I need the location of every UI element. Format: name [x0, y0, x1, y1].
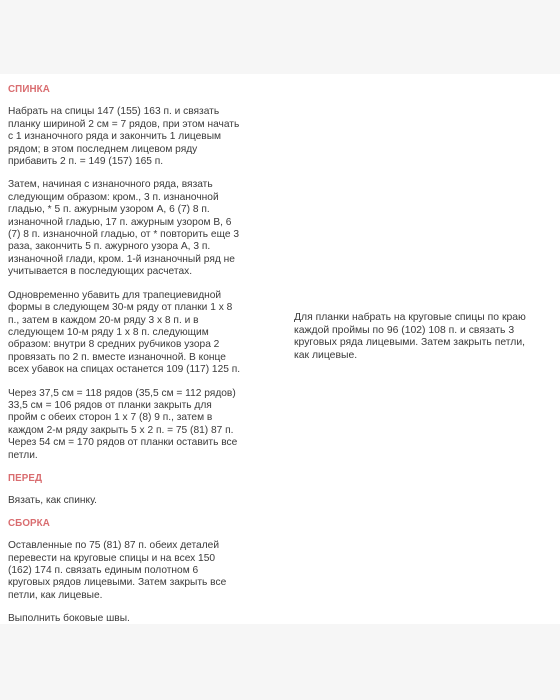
- text-line: изнаночной гладью, 17 п. ажурным узором B, 6: [8, 216, 232, 228]
- text-line: п., затем в каждом 20-м ряду 3 х 8 п. и в: [8, 314, 199, 326]
- text-line: гладью, * 5 п. ажурным узором А, 6 (7) 8 п.: [8, 204, 210, 216]
- text-line: Набрать на спицы 147 (155) 163 п. и связать: [8, 106, 220, 118]
- text-line: как лицевые.: [294, 349, 358, 361]
- text-line: Затем, начиная с изнаночного ряда, вязать: [8, 179, 213, 191]
- heading-front: ПЕРЕД: [8, 472, 43, 484]
- text-line: прибавить 2 п. = 149 (157) 165 п.: [8, 156, 164, 168]
- document-page: [0, 74, 560, 624]
- text-line: Через 37,5 см = 118 рядов (35,5 см = 112 рядов): [8, 387, 236, 399]
- text-line: раза, закончить 5 п. ажурного узора А, 3 п.: [8, 241, 211, 253]
- paragraph-cast-on: [8, 106, 270, 168]
- text-line: Для планки набрать на круговые спицы по краю: [294, 312, 526, 323]
- text-line: с 1 изнаночного ряда и закончить 1 лицевым: [8, 131, 222, 143]
- paragraph-front: [8, 495, 270, 507]
- heading-assembly: СБОРКА: [8, 517, 50, 529]
- text-line: изнаночной глади, кром. 1-й изнаночный ряд не: [8, 253, 235, 265]
- text-line: Оставленные по 75 (81) 87 п. обеих деталей: [8, 540, 220, 552]
- heading-back: СПИНКА: [8, 84, 50, 95]
- paragraph-decrease: [8, 290, 270, 377]
- text-line: пройм с обеих сторон 1 х 7 (8) 9 п., затем в: [8, 412, 213, 424]
- paragraph-pattern: [8, 179, 270, 278]
- text-line: рядом; в этом последнем лицевом ряду: [8, 143, 198, 155]
- text-line: формы в следующем 30-м ряду от планки 1 х 8: [8, 302, 233, 314]
- text-line: планку шириной 2 см = 7 рядов, при этом начать: [8, 118, 240, 130]
- right-column: [294, 312, 556, 373]
- paragraph-armhole-band: [294, 312, 556, 362]
- text-line: следующем 10-м ряду 1 х 8 п. следующим: [8, 326, 209, 338]
- text-line: каждой проймы по 96 (102) 108 п. и связать 3: [294, 324, 515, 336]
- text-line: 33,5 см = 106 рядов от планки закрыть для: [8, 399, 212, 411]
- text-line: (7) 8 п. изнаночной гладью, от * повторить еще 3: [8, 229, 240, 241]
- text-line: (162) 174 п. связать единым полотном 6: [8, 565, 199, 576]
- text-line: Вязать, как спинку.: [8, 495, 97, 507]
- text-line: всех убавок на спицах останется 109 (117) 125 п.: [8, 364, 241, 376]
- left-column: [8, 84, 270, 637]
- paragraph-side-seams: [8, 613, 270, 625]
- text-line: провязать по 2 п. вместе изнаночной. В конце: [8, 351, 226, 363]
- text-line: Выполнить боковые швы.: [8, 613, 130, 625]
- paragraph-assembly: [8, 540, 270, 602]
- text-line: круговых рядов лицевыми. Затем закрыть все: [8, 577, 227, 589]
- paragraph-armholes: [8, 388, 270, 462]
- text-line: Через 54 см = 170 рядов от планки оставить все: [8, 437, 238, 449]
- text-line: образом: внутри 8 средних рубчиков узора 2: [8, 339, 220, 351]
- text-line: перевести на круговые спицы и на всех 150: [8, 552, 216, 564]
- text-line: круговых ряда лицевыми. Затем закрыть петли,: [294, 337, 526, 349]
- text-line: петли, как лицевые.: [8, 589, 103, 601]
- text-line: учитывается в последующих расчетах.: [8, 266, 193, 278]
- text-line: петли.: [8, 449, 38, 461]
- text-line: следующим образом: кром., 3 п. изнаночной: [8, 191, 219, 203]
- text-line: каждом 2-м ряду закрыть 5 х 2 п. = 75 (81) 87 п.: [8, 424, 234, 436]
- text-line: Одновременно убавить для трапециевидной: [8, 289, 222, 301]
